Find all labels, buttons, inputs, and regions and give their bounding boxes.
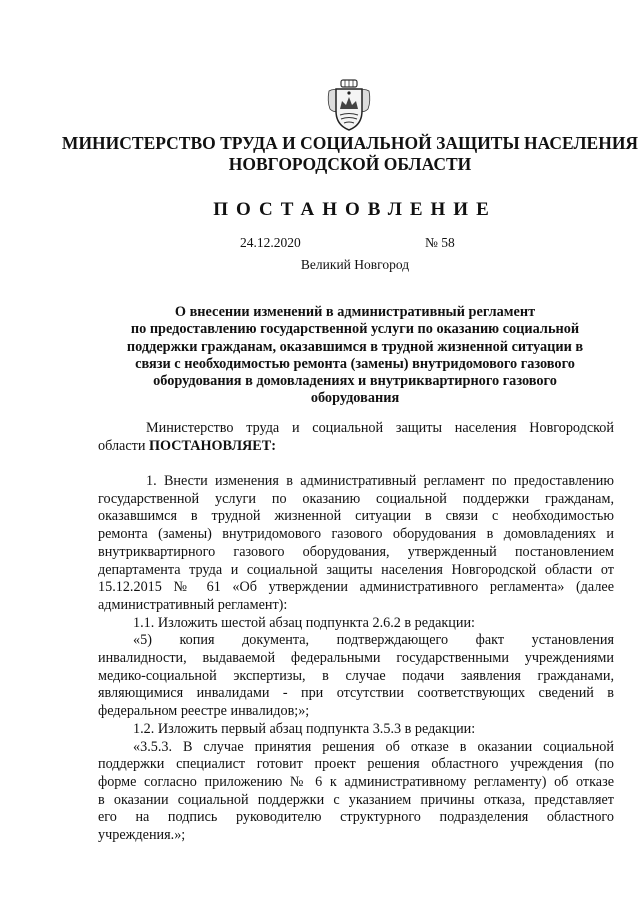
body-line: ремонта (замены) внутридомового газового оборудования в домовладениях и <box>98 526 614 543</box>
body-line: поддержки специалист готовит проект решения областного учреждения (по <box>98 756 614 773</box>
body-line: 1. Внести изменения в административный регламент по предоставлению <box>146 473 614 489</box>
body-line: государственной услуги по оказанию социальной поддержки гражданам, <box>98 490 614 507</box>
body-line: медико-социальной экспертизы, в случае подачи заявления гражданами, <box>98 667 614 684</box>
body-line: административный регламент): <box>98 596 288 613</box>
body-line: департамента труда и социальной защиты населения Новгородской области от <box>98 561 614 578</box>
body-line: его на подпись руководителю структурного подразделения областного <box>98 809 614 826</box>
ministry-name <box>40 133 640 175</box>
body-line: 1.1. Изложить шестой абзац подпункта 2.6.2 в редакции: <box>133 614 475 631</box>
body-line: 15.12.2015 № 61 «Об утверждении административного регламента» (далее <box>98 579 614 596</box>
preamble-line: Министерство труда и социальной защиты населения Новгородской <box>146 420 614 436</box>
title-line: связи с необходимостью ремонта (замены) внутридомового газового <box>135 355 575 372</box>
preamble-decree-word: ПОСТАНОВЛЯЕТ: <box>148 437 276 454</box>
preamble <box>98 420 614 455</box>
document-body <box>98 473 614 845</box>
coat-of-arms-icon <box>326 79 372 133</box>
document-type: ПОСТАНОВЛЕНИЕ <box>213 199 497 220</box>
ministry-name-line2: НОВГОРОДСКОЙ ОБЛАСТИ <box>228 154 472 174</box>
body-line: форме согласно приложению № 6 к административному регламенту) об отказе <box>98 773 614 790</box>
ministry-name-line1: МИНИСТЕРСТВО ТРУДА И СОЦИАЛЬНОЙ ЗАЩИТЫ НАСЕЛЕНИЯ <box>61 133 639 153</box>
title-line: по предоставлению государственной услуги по оказанию социальной <box>130 321 580 338</box>
body-line: в оказании социальной поддержки с указанием причины отказа, представляет <box>98 791 614 808</box>
title-line: поддержки гражданам, оказавшимся в трудной жизненной ситуации в <box>126 338 584 355</box>
document-number: № 58 <box>425 235 455 250</box>
body-line: внутриквартирного газового оборудования, утвержденный постановлением <box>98 543 614 560</box>
body-line: 1.2. Изложить первый абзац подпункта 3.5.3 в редакции: <box>133 720 476 737</box>
body-line: учреждения.»; <box>98 827 186 844</box>
preamble-prefix: области <box>98 437 149 454</box>
document-city: Великий Новгород <box>300 257 410 272</box>
body-line: федеральном реестре инвалидов;»; <box>98 703 310 720</box>
document-title <box>100 304 610 408</box>
body-line: «3.5.3. В случае принятия решения об отказе в оказании социальной <box>133 738 614 755</box>
body-line: являющимися инвалидами - при отсутствии соответствующих сведений в <box>98 685 614 702</box>
body-line: инвалидности, выдаваемой федеральными государственными учреждениями <box>98 650 614 667</box>
title-line: оборудования <box>310 390 400 407</box>
preamble-line <box>98 438 614 456</box>
body-line: оказавшимся в трудной жизненной ситуации в связи с необходимостью <box>98 508 614 525</box>
document-date: 24.12.2020 <box>240 235 301 250</box>
title-line: О внесении изменений в административный регламент <box>174 304 536 320</box>
body-line: «5) копия документа, подтверждающего факт установления <box>133 632 614 649</box>
title-line: оборудования в домовладениях и внутриквартирного газового <box>153 373 557 390</box>
